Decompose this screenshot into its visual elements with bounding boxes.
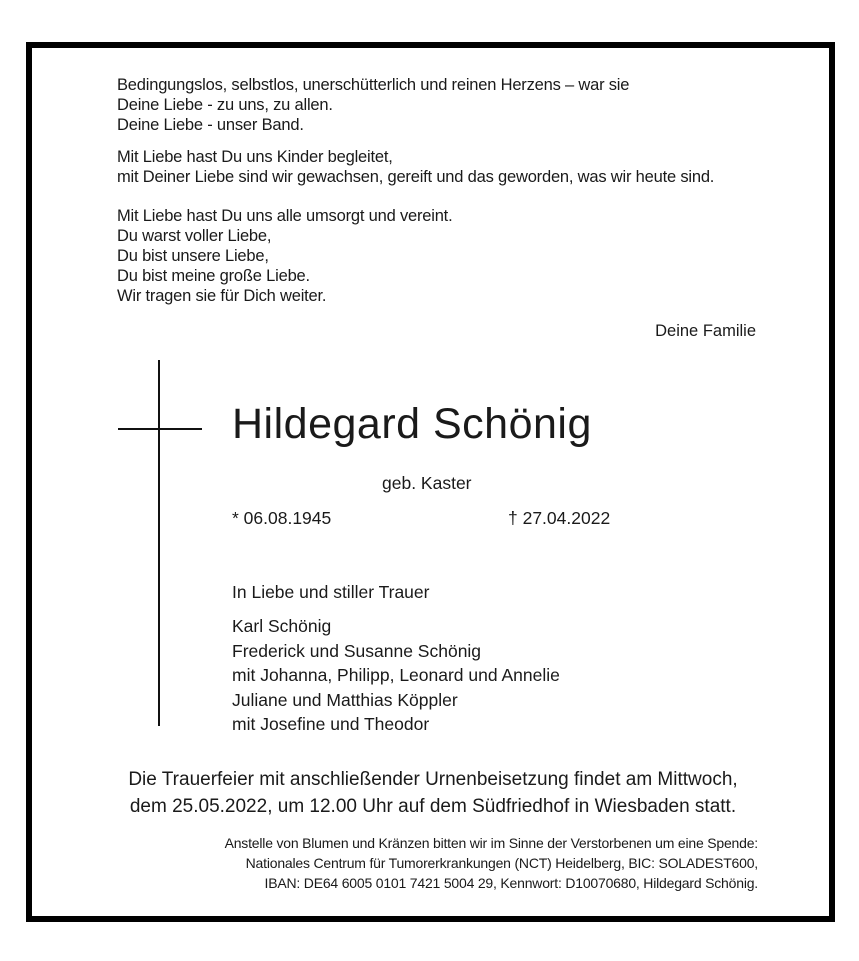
- donation-line: Anstelle von Blumen und Kränzen bitten wir im Sinne der Verstorbenen um eine Spende:: [224, 835, 758, 851]
- birth-date: * 06.08.1945: [232, 508, 332, 528]
- service-info: [113, 766, 753, 820]
- mourning-intro: In Liebe und stiller Trauer: [232, 582, 430, 602]
- mourner: Karl Schönig: [232, 616, 332, 636]
- service-line: dem 25.05.2022, um 12.00 Uhr auf dem Südfriedhof in Wiesbaden statt.: [129, 796, 737, 817]
- poem-line: Du warst voller Liebe,: [117, 227, 272, 245]
- donation-line: Nationales Centrum für Tumorerkrankungen (NCT) Heidelberg, BIC: SOLADEST600,: [245, 855, 758, 871]
- cross-icon: [158, 360, 160, 726]
- poem-stanza-2: [117, 147, 714, 187]
- deceased-name: Hildegard Schönig: [232, 400, 592, 448]
- mourner: mit Josefine und Theodor: [232, 714, 430, 734]
- poem-line: Deine Liebe - zu uns, zu allen.: [117, 96, 333, 114]
- cross-icon-bar: [118, 428, 202, 430]
- poem-signature: Deine Familie: [655, 322, 756, 340]
- maiden-name: geb. Kaster: [382, 473, 472, 493]
- mourners-list: [232, 614, 560, 737]
- mourner: Juliane und Matthias Köppler: [232, 689, 458, 710]
- mourner: mit Johanna, Philipp, Leonard und Annelie: [232, 665, 560, 685]
- donation-line: IBAN: DE64 6005 0101 7421 5004 29, Kennwort: D10070680, Hildegard Schönig.: [264, 875, 758, 891]
- donation-info: [103, 833, 758, 893]
- poem-line: Deine Liebe - unser Band.: [117, 116, 304, 134]
- poem-stanza-3: [117, 206, 452, 306]
- mourner: Frederick und Susanne Schönig: [232, 640, 482, 661]
- poem-line: Mit Liebe hast Du uns Kinder begleitet,: [117, 148, 393, 166]
- death-date: † 27.04.2022: [508, 508, 611, 528]
- poem-stanza-1: [117, 75, 629, 135]
- poem-line: Du bist unsere Liebe,: [117, 247, 269, 265]
- poem-line: Mit Liebe hast Du uns alle umsorgt und vereint.: [117, 207, 453, 225]
- poem-line: Bedingungslos, selbstlos, unerschütterlich und reinen Herzens – war sie: [117, 76, 630, 94]
- poem-line: Du bist meine große Liebe.: [117, 267, 310, 285]
- poem-line: mit Deiner Liebe sind wir gewachsen, gereift und das geworden, was wir heute sind.: [117, 168, 715, 186]
- service-line: Die Trauerfeier mit anschließender Urnenbeisetzung findet am Mittwoch,: [128, 769, 738, 790]
- poem-line: Wir tragen sie für Dich weiter.: [117, 287, 327, 305]
